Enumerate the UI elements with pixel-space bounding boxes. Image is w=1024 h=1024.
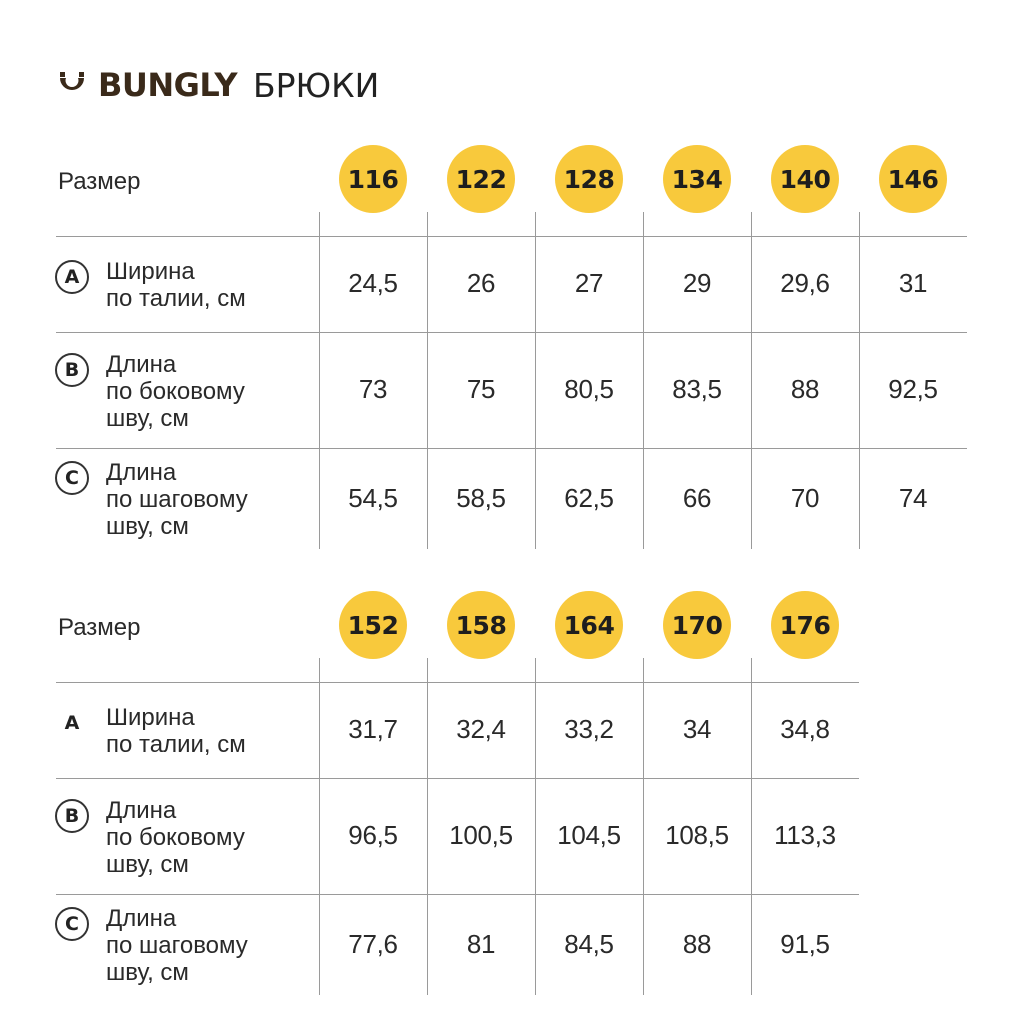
table-cell: 74 <box>898 482 928 513</box>
row-letter-b: B <box>55 799 89 833</box>
row-label-line: шву, см <box>106 513 189 540</box>
row-label-line: по талии, см <box>106 285 246 312</box>
table-cell: 54,5 <box>348 482 398 513</box>
row-label-line: по боковому <box>106 823 245 851</box>
size-row-label: Размер <box>58 168 141 195</box>
row-letter-a: A <box>55 260 89 294</box>
size-badge: 158 <box>447 591 515 659</box>
table-cell: 84,5 <box>564 928 614 959</box>
table-cell: 108,5 <box>665 820 729 850</box>
table-cell: 70 <box>790 482 820 513</box>
row-divider <box>56 236 967 237</box>
table-cell: 29,6 <box>780 268 830 298</box>
bungly-smile-icon <box>56 69 88 101</box>
table-cell: 77,6 <box>348 928 398 959</box>
table-cell: 62,5 <box>564 482 614 513</box>
table-cell: 29 <box>682 268 712 298</box>
size-badge: 128 <box>555 145 623 213</box>
row-label-line: Длина <box>106 796 177 824</box>
table-cell: 113,3 <box>774 820 836 850</box>
size-badge: 152 <box>339 591 407 659</box>
table-cell: 96,5 <box>348 820 398 850</box>
table-cell: 27 <box>574 268 604 298</box>
table-cell: 100,5 <box>449 820 513 850</box>
table-cell: 33,2 <box>564 714 614 744</box>
size-badge: 170 <box>663 591 731 659</box>
table-cell: 88 <box>682 928 712 959</box>
product-title: БРЮКИ <box>253 65 380 105</box>
row-label <box>106 704 246 758</box>
row-letter-b: B <box>55 353 89 387</box>
row-label <box>106 258 246 312</box>
row-label <box>106 459 248 540</box>
table-cell: 104,5 <box>557 820 621 850</box>
size-badge: 176 <box>771 591 839 659</box>
row-divider <box>56 448 967 449</box>
table-cell: 66 <box>682 482 712 513</box>
row-label-line: по шаговому <box>106 486 248 513</box>
table-cell: 32,4 <box>456 714 506 744</box>
row-label-line: Ширина <box>106 704 195 731</box>
table-cell: 31,7 <box>348 714 398 744</box>
row-divider <box>56 332 967 333</box>
size-badge: 134 <box>663 145 731 213</box>
size-badge: 164 <box>555 591 623 659</box>
table-cell: 88 <box>790 374 820 404</box>
table-cell: 92,5 <box>888 374 938 404</box>
table-cell: 34,8 <box>780 714 830 744</box>
row-label-line: шву, см <box>106 959 189 986</box>
table-cell: 91,5 <box>780 928 830 959</box>
table-cell: 26 <box>466 268 496 298</box>
row-label <box>106 351 245 432</box>
table-cell: 34 <box>682 714 712 744</box>
row-label-line: Длина <box>106 350 177 378</box>
row-letter-a: A <box>64 712 80 734</box>
table-cell: 73 <box>358 374 388 404</box>
table-cell: 80,5 <box>564 374 614 404</box>
table-cell: 24,5 <box>348 268 398 298</box>
table-cell: 83,5 <box>672 374 722 404</box>
row-letter-c: C <box>55 907 89 941</box>
row-label-line: Длина <box>106 905 177 932</box>
row-label-line: шву, см <box>106 404 189 432</box>
row-divider <box>56 682 859 683</box>
size-badge: 116 <box>339 145 407 213</box>
table-cell: 81 <box>466 928 496 959</box>
row-divider <box>56 778 859 779</box>
row-divider <box>56 894 859 895</box>
header <box>56 60 379 110</box>
row-label <box>106 797 245 878</box>
row-label-line: по шаговому <box>106 932 248 959</box>
row-label-line: Ширина <box>106 258 195 285</box>
table-cell: 58,5 <box>456 482 506 513</box>
table-cell: 31 <box>898 268 928 298</box>
size-badge: 122 <box>447 145 515 213</box>
table-cell: 75 <box>466 374 496 404</box>
row-label-line: Длина <box>106 459 177 486</box>
size-row-label: Размер <box>58 614 141 641</box>
row-label-line: шву, см <box>106 850 189 878</box>
brand-name: BUNGLY <box>98 66 237 104</box>
row-label-line: по боковому <box>106 377 245 405</box>
size-badge: 146 <box>879 145 947 213</box>
size-badge: 140 <box>771 145 839 213</box>
row-letter-c: C <box>55 461 89 495</box>
row-label-line: по талии, см <box>106 731 246 758</box>
row-label <box>106 905 248 986</box>
